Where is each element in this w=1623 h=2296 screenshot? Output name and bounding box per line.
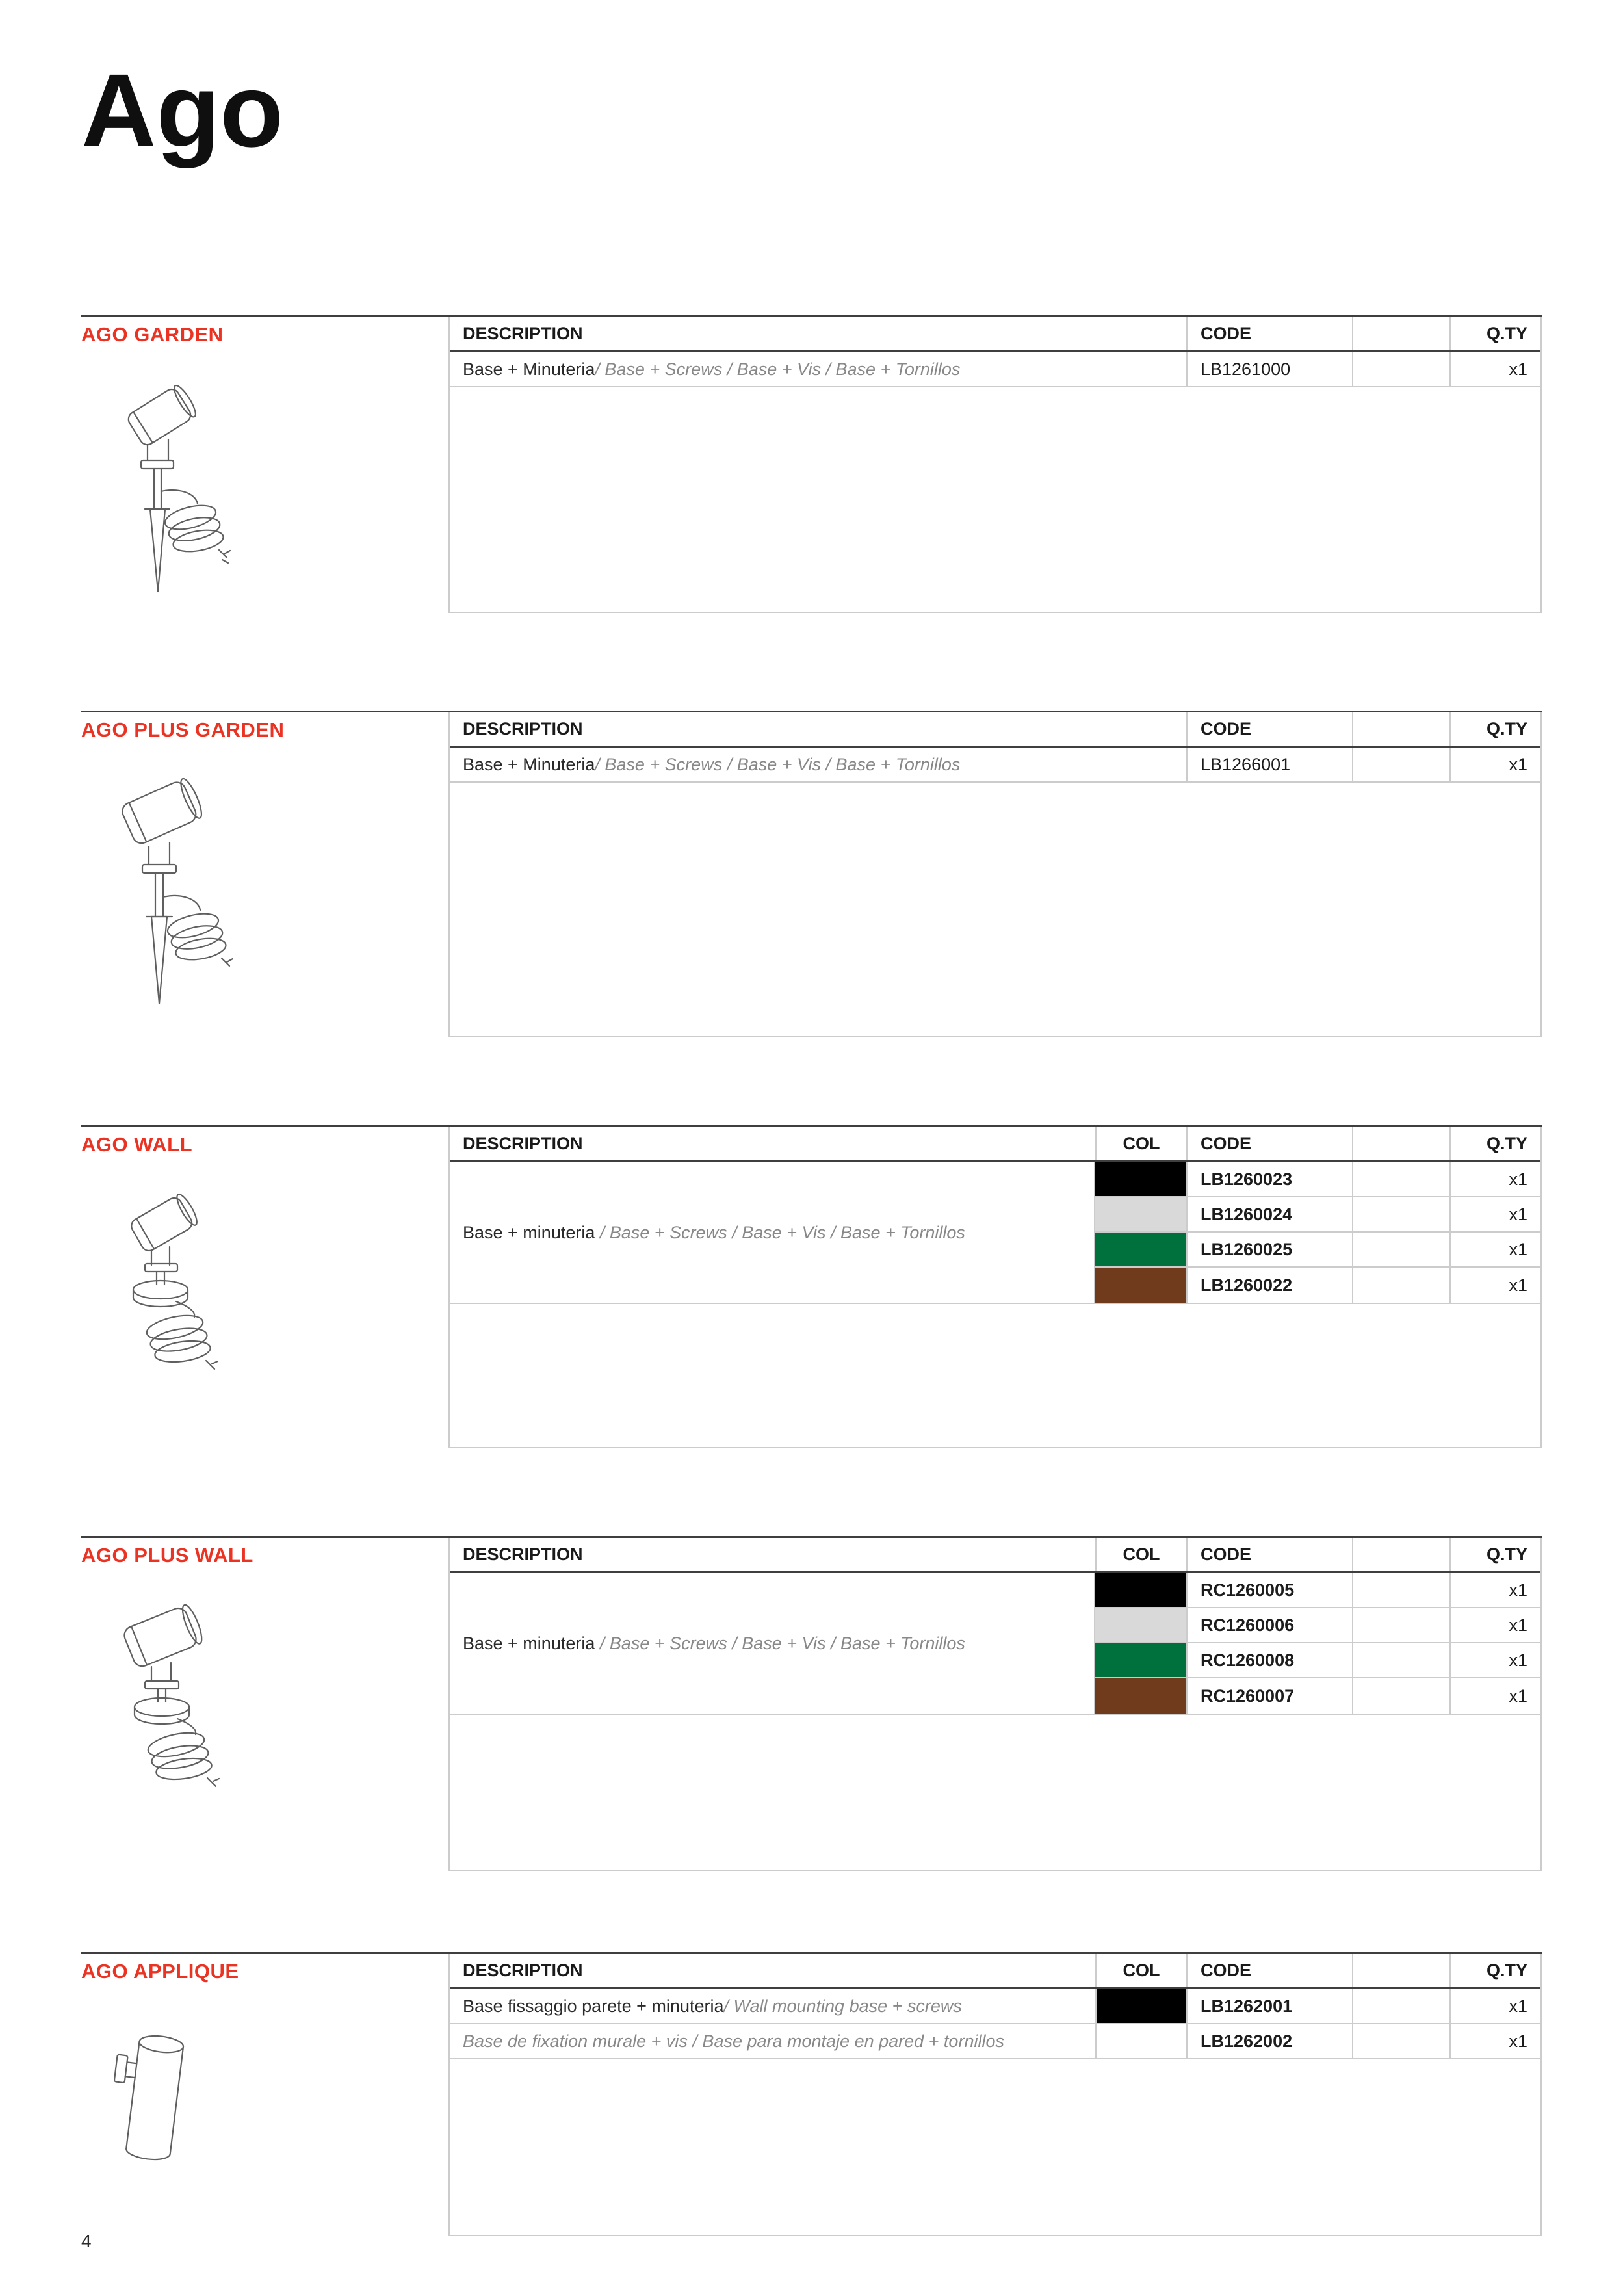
column-header-qty: Q.TY: [1449, 712, 1540, 746]
table-row: [1095, 1197, 1540, 1233]
section-ago-plus-garden: [81, 711, 1542, 1037]
spacer-cell: [1352, 1197, 1449, 1231]
color-cell: [1095, 1233, 1186, 1266]
table-row: [1095, 1573, 1540, 1608]
variant-rows: [1094, 1162, 1540, 1303]
column-header-col: COL: [1095, 1954, 1186, 1987]
part-code: RC1260008: [1186, 1643, 1352, 1677]
parts-table: [448, 1538, 1542, 1871]
description-translations: / Base + Screws / Base + Vis / Base + Tornillos: [595, 754, 961, 774]
column-header-description: DESCRIPTION: [463, 1545, 583, 1564]
part-description: [450, 1162, 1094, 1303]
description-translations: / Wall mounting base + screws: [723, 1996, 962, 2016]
table-row: [1095, 1162, 1540, 1197]
wall-plus-spotlight-illustration: [99, 1598, 236, 1819]
applique-cylinder-illustration: [99, 2014, 210, 2196]
section-title: AGO GARDEN: [81, 323, 224, 346]
part-code: LB1260025: [1186, 1233, 1352, 1266]
spacer-cell: [1352, 352, 1449, 386]
part-description: [450, 352, 1186, 386]
spacer-cell: [1352, 2024, 1449, 2058]
description-main: Base + Minuteria: [463, 359, 595, 379]
section-left-column: [81, 712, 448, 1037]
table-row: [1095, 1608, 1540, 1643]
column-header-spacer: [1352, 1127, 1449, 1160]
part-code: LB1260023: [1186, 1162, 1352, 1196]
part-qty: x1: [1449, 1643, 1540, 1677]
table-header-row: [450, 1954, 1540, 1989]
color-cell: [1095, 1197, 1186, 1231]
parts-table: [448, 317, 1542, 613]
description-main: Base fissaggio parete + minuteria: [463, 1996, 724, 2016]
section-title: AGO PLUS WALL: [81, 1544, 253, 1567]
color-cell: [1095, 1573, 1186, 1607]
part-qty: x1: [1449, 1573, 1540, 1607]
part-qty: x1: [1449, 1678, 1540, 1714]
empty-table-area: [450, 1715, 1540, 1870]
part-qty: x1: [1449, 1197, 1540, 1231]
section-title: AGO APPLIQUE: [81, 1960, 239, 1983]
column-header-description: DESCRIPTION: [463, 1134, 583, 1153]
color-cell: [1095, 1678, 1186, 1714]
column-header-spacer: [1352, 1954, 1449, 1987]
section-title: AGO PLUS GARDEN: [81, 718, 285, 741]
empty-table-area: [450, 1304, 1540, 1447]
column-header-qty: Q.TY: [1449, 317, 1540, 350]
column-header-qty: Q.TY: [1449, 1538, 1540, 1571]
column-header-description: DESCRIPTION: [463, 324, 583, 343]
part-description: [450, 2024, 1095, 2058]
spacer-cell: [1352, 1233, 1449, 1266]
column-header-code: CODE: [1186, 712, 1352, 746]
color-cell: [1095, 1643, 1186, 1677]
column-header-description: DESCRIPTION: [463, 719, 583, 738]
color-swatch: [1095, 1608, 1186, 1642]
table-row: [1095, 1268, 1540, 1303]
column-header-code: CODE: [1186, 1538, 1352, 1571]
color-cell: [1095, 1608, 1186, 1642]
color-cell: [1095, 1268, 1186, 1303]
column-header-qty: Q.TY: [1449, 1954, 1540, 1987]
color-swatch: [1095, 1162, 1186, 1196]
page-number: 4: [81, 2231, 92, 2251]
color-swatch: [1097, 2024, 1186, 2058]
spacer-cell: [1352, 1608, 1449, 1642]
empty-table-area: [450, 783, 1540, 1036]
part-code: LB1260022: [1186, 1268, 1352, 1303]
column-header-code: CODE: [1186, 317, 1352, 350]
part-qty: x1: [1449, 1989, 1540, 2023]
table-row: [1095, 1678, 1540, 1714]
table-header-row: [450, 1538, 1540, 1573]
color-swatch: [1095, 1197, 1186, 1231]
page-title: Ago: [81, 52, 284, 168]
part-description: [450, 748, 1186, 781]
section-left-column: [81, 1954, 448, 2236]
table-row: [450, 1989, 1540, 2024]
empty-table-area: [450, 387, 1540, 612]
part-code: LB1260024: [1186, 1197, 1352, 1231]
spacer-cell: [1352, 1162, 1449, 1196]
part-qty: x1: [1449, 2024, 1540, 2058]
part-qty: x1: [1449, 1608, 1540, 1642]
table-row: [450, 352, 1540, 387]
section-left-column: [81, 317, 448, 613]
part-code: LB1266001: [1186, 748, 1352, 781]
color-swatch: [1095, 1233, 1186, 1266]
column-header-col: COL: [1095, 1127, 1186, 1160]
empty-table-area: [450, 2059, 1540, 2235]
column-header-description: DESCRIPTION: [463, 1961, 583, 1980]
section-ago-garden: [81, 315, 1542, 613]
part-qty: x1: [1449, 1162, 1540, 1196]
table-row: [450, 748, 1540, 783]
description-translations: Base de fixation murale + vis / Base para montaje en pared + tornillos: [463, 2031, 1004, 2051]
description-translations: / Base + Screws / Base + Vis / Base + Tornillos: [595, 359, 961, 379]
color-swatch: [1095, 1268, 1186, 1303]
description-main: Base + minuteria: [463, 1222, 595, 1242]
section-ago-plus-wall: [81, 1536, 1542, 1871]
garden-plus-spotlight-illustration: [99, 772, 236, 1026]
color-swatch: [1095, 1573, 1186, 1607]
part-qty: x1: [1449, 748, 1540, 781]
color-cell: [1095, 2024, 1186, 2058]
table-row: [450, 2024, 1540, 2059]
spacer-cell: [1352, 1989, 1449, 2023]
part-code: LB1262001: [1186, 1989, 1352, 2023]
table-body: [450, 1162, 1540, 1304]
parts-table: [448, 1954, 1542, 2236]
parts-table: [448, 1127, 1542, 1448]
description-translations: / Base + Screws / Base + Vis / Base + Tornillos: [595, 1633, 965, 1653]
column-header-spacer: [1352, 317, 1449, 350]
part-qty: x1: [1449, 1233, 1540, 1266]
color-swatch: [1097, 1989, 1186, 2023]
section-left-column: [81, 1538, 448, 1871]
column-header-spacer: [1352, 712, 1449, 746]
column-header-code: CODE: [1186, 1127, 1352, 1160]
table-header-row: [450, 712, 1540, 748]
column-header-code: CODE: [1186, 1954, 1352, 1987]
section-title: AGO WALL: [81, 1133, 193, 1156]
description-translations: / Base + Screws / Base + Vis / Base + Tornillos: [595, 1222, 965, 1242]
part-description: [450, 1989, 1095, 2023]
table-row: [1095, 1233, 1540, 1268]
part-code: LB1262002: [1186, 2024, 1352, 2058]
spacer-cell: [1352, 748, 1449, 781]
table-body: [450, 1573, 1540, 1715]
spacer-cell: [1352, 1573, 1449, 1607]
spacer-cell: [1352, 1268, 1449, 1303]
garden-spotlight-illustration: [99, 377, 236, 611]
description-main: Base + minuteria: [463, 1633, 595, 1653]
color-swatch: [1095, 1678, 1186, 1714]
part-code: RC1260005: [1186, 1573, 1352, 1607]
part-code: RC1260007: [1186, 1678, 1352, 1714]
color-swatch: [1095, 1643, 1186, 1677]
part-code: RC1260006: [1186, 1608, 1352, 1642]
section-left-column: [81, 1127, 448, 1448]
part-description: [450, 1573, 1094, 1714]
table-header-row: [450, 1127, 1540, 1162]
part-code: LB1261000: [1186, 352, 1352, 386]
color-cell: [1095, 1162, 1186, 1196]
section-ago-wall: [81, 1125, 1542, 1448]
column-header-col: COL: [1095, 1538, 1186, 1571]
color-cell: [1095, 1989, 1186, 2023]
variant-rows: [1094, 1573, 1540, 1714]
section-ago-applique: [81, 1952, 1542, 2236]
column-header-spacer: [1352, 1538, 1449, 1571]
spacer-cell: [1352, 1678, 1449, 1714]
part-qty: x1: [1449, 1268, 1540, 1303]
description-main: Base + Minuteria: [463, 754, 595, 774]
parts-table: [448, 712, 1542, 1037]
table-row: [1095, 1643, 1540, 1678]
part-qty: x1: [1449, 352, 1540, 386]
table-header-row: [450, 317, 1540, 352]
column-header-qty: Q.TY: [1449, 1127, 1540, 1160]
wall-spotlight-illustration: [99, 1187, 236, 1402]
spacer-cell: [1352, 1643, 1449, 1677]
